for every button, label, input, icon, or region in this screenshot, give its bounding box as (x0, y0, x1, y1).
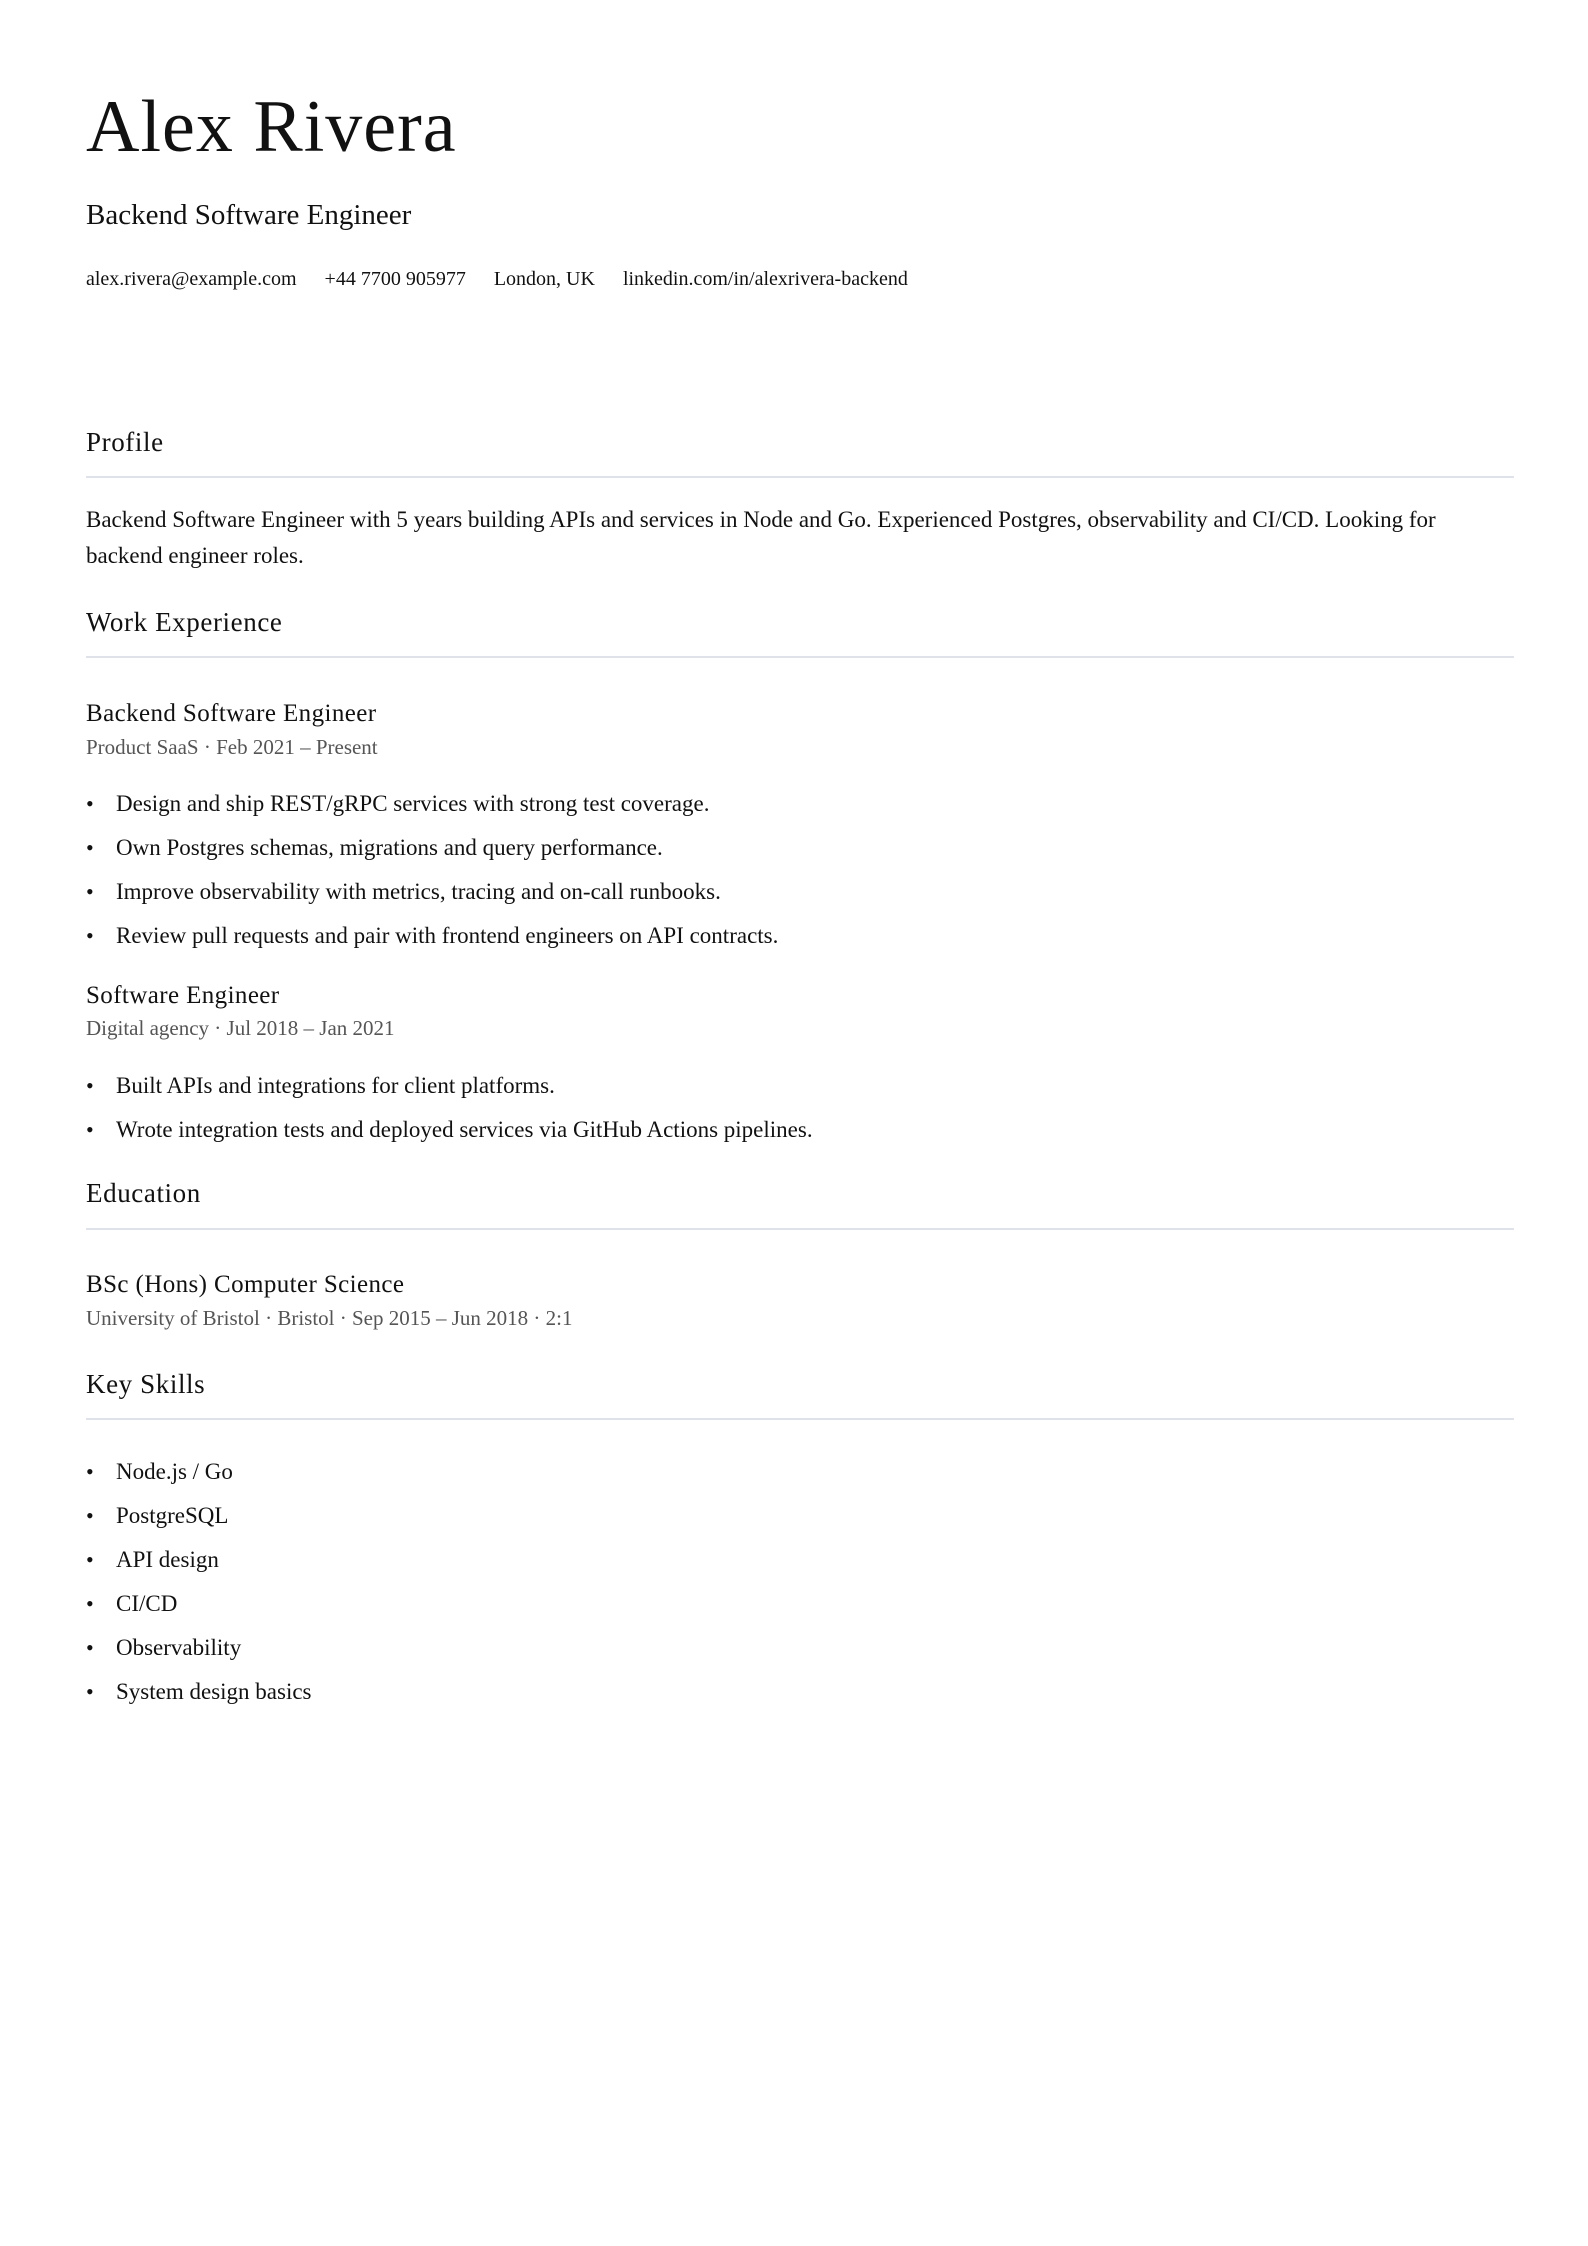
list-item: • CI/CD (86, 1589, 312, 1633)
section-title-experience: Work Experience (86, 607, 283, 637)
section-divider (86, 656, 1514, 658)
education-meta: University of Bristol · Bristol · Sep 2015 – Jun 2018 · 2:1 (86, 1306, 573, 1330)
section-title-profile: Profile (86, 427, 164, 457)
education-degree: BSc (Hons) Computer Science (86, 1271, 405, 1298)
section-divider (86, 1418, 1514, 1420)
section-title-education: Education (86, 1178, 201, 1208)
job-title: Software Engineer (86, 982, 280, 1009)
list-item: • Observability (86, 1633, 312, 1677)
contact-location: London, UK (493, 268, 595, 290)
job-title: Backend Software Engineer (86, 700, 377, 727)
job-bullet-list (86, 1071, 813, 1159)
candidate-name: Alex Rivera (86, 86, 457, 168)
list-item: • Improve observability with metrics, tracing and on-call runbooks. (86, 877, 778, 921)
list-item: • Wrote integration tests and deployed services via GitHub Actions pipelines. (86, 1115, 813, 1159)
section-divider (86, 1228, 1514, 1230)
list-item: • PostgreSQL (86, 1501, 312, 1545)
list-item: • Built APIs and integrations for client platforms. (86, 1071, 813, 1115)
candidate-headline: Backend Software Engineer (86, 199, 412, 231)
list-item: • Own Postgres schemas, migrations and query performance. (86, 833, 778, 877)
list-item: • Review pull requests and pair with frontend engineers on API contracts. (86, 921, 778, 965)
list-item: • Design and ship REST/gRPC services with strong test coverage. (86, 789, 778, 833)
profile-summary: Backend Software Engineer with 5 years building APIs and services in Node and Go. Experienced Postgres, observability and CI/CD. Looking for backend engineer roles. (86, 507, 1436, 568)
contact-line (86, 267, 908, 291)
section-title-skills: Key Skills (86, 1369, 206, 1399)
job-meta: Product SaaS · Feb 2021 – Present (86, 735, 378, 759)
list-item: • API design (86, 1545, 312, 1589)
job-meta: Digital agency · Jul 2018 – Jan 2021 (86, 1016, 395, 1040)
contact-email: alex.rivera@example.com (86, 268, 297, 290)
skills-list (86, 1457, 312, 1721)
list-item: • System design basics (86, 1677, 312, 1721)
section-divider (86, 476, 1514, 478)
job-bullet-list (86, 789, 778, 965)
list-item: • Node.js / Go (86, 1457, 312, 1501)
contact-phone: +44 7700 905977 (324, 268, 466, 290)
contact-linkedin: linkedin.com/in/alexrivera-backend (622, 268, 908, 290)
